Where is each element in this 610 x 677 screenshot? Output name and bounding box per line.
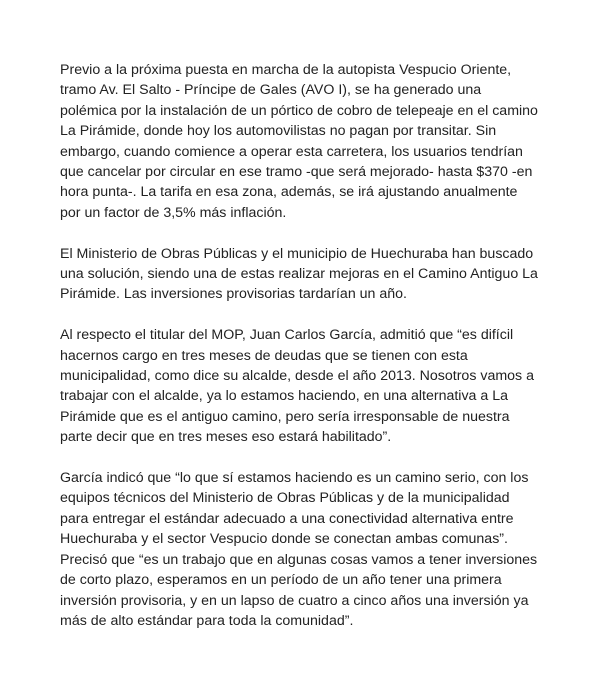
article-paragraph-4: García indicó que “lo que sí estamos haciendo es un camino serio, con los equipos técnicos del Ministerio de Obras Públicas y de la municipalidad para entregar el estándar adecuado a una conectividad alternativa entre Huechuraba y el sector Vespucio donde se conectan ambas comunas”. Precisó que “es un trabajo que en algunas cosas vamos a tener inversiones de corto plazo, esperamos en un período de un año tener una primera inversión provisoria, y en un lapso de cuatro a cinco años una inversión ya más de alto estándar para toda la comunidad”. (60, 470, 538, 629)
article-body (60, 60, 540, 652)
article-paragraph-3: Al respecto el titular del MOP, Juan Carlos García, admitió que “es difícil hacernos cargo en tres meses de deudas que se tienen con esta municipalidad, como dice su alcalde, desde el año 2013. Nosotros vamos a trabajar con el alcalde, ya lo estamos haciendo, en una alternativa a La Pirámide que es el antiguo camino, pero sería irresponsable de nuestra parte decir que en tres meses eso estará habilitado”. (60, 327, 534, 446)
article-paragraph-1: Previo a la próxima puesta en marcha de la autopista Vespucio Oriente, tramo Av. El Salto - Príncipe de Gales (AVO I), se ha generado una polémica por la instalación de un pórtico de cobro de telepeaje en el camino La Pirámide, donde hoy los automovilistas no pagan por transitar. Sin embargo, cuando comience a operar esta carretera, los usuarios tendrían que cancelar por circular en ese tramo -que será mejorado- hasta $370 -en hora punta-. La tarifa en esa zona, además, se irá ajustando anualmente por un factor de 3,5% más inflación. (60, 62, 538, 221)
article-paragraph-2: El Ministerio de Obras Públicas y el municipio de Huechuraba han buscado una solución, siendo una de estas realizar mejoras en el Camino Antiguo La Pirámide. Las inversiones provisorias tardarían un año. (60, 245, 538, 303)
